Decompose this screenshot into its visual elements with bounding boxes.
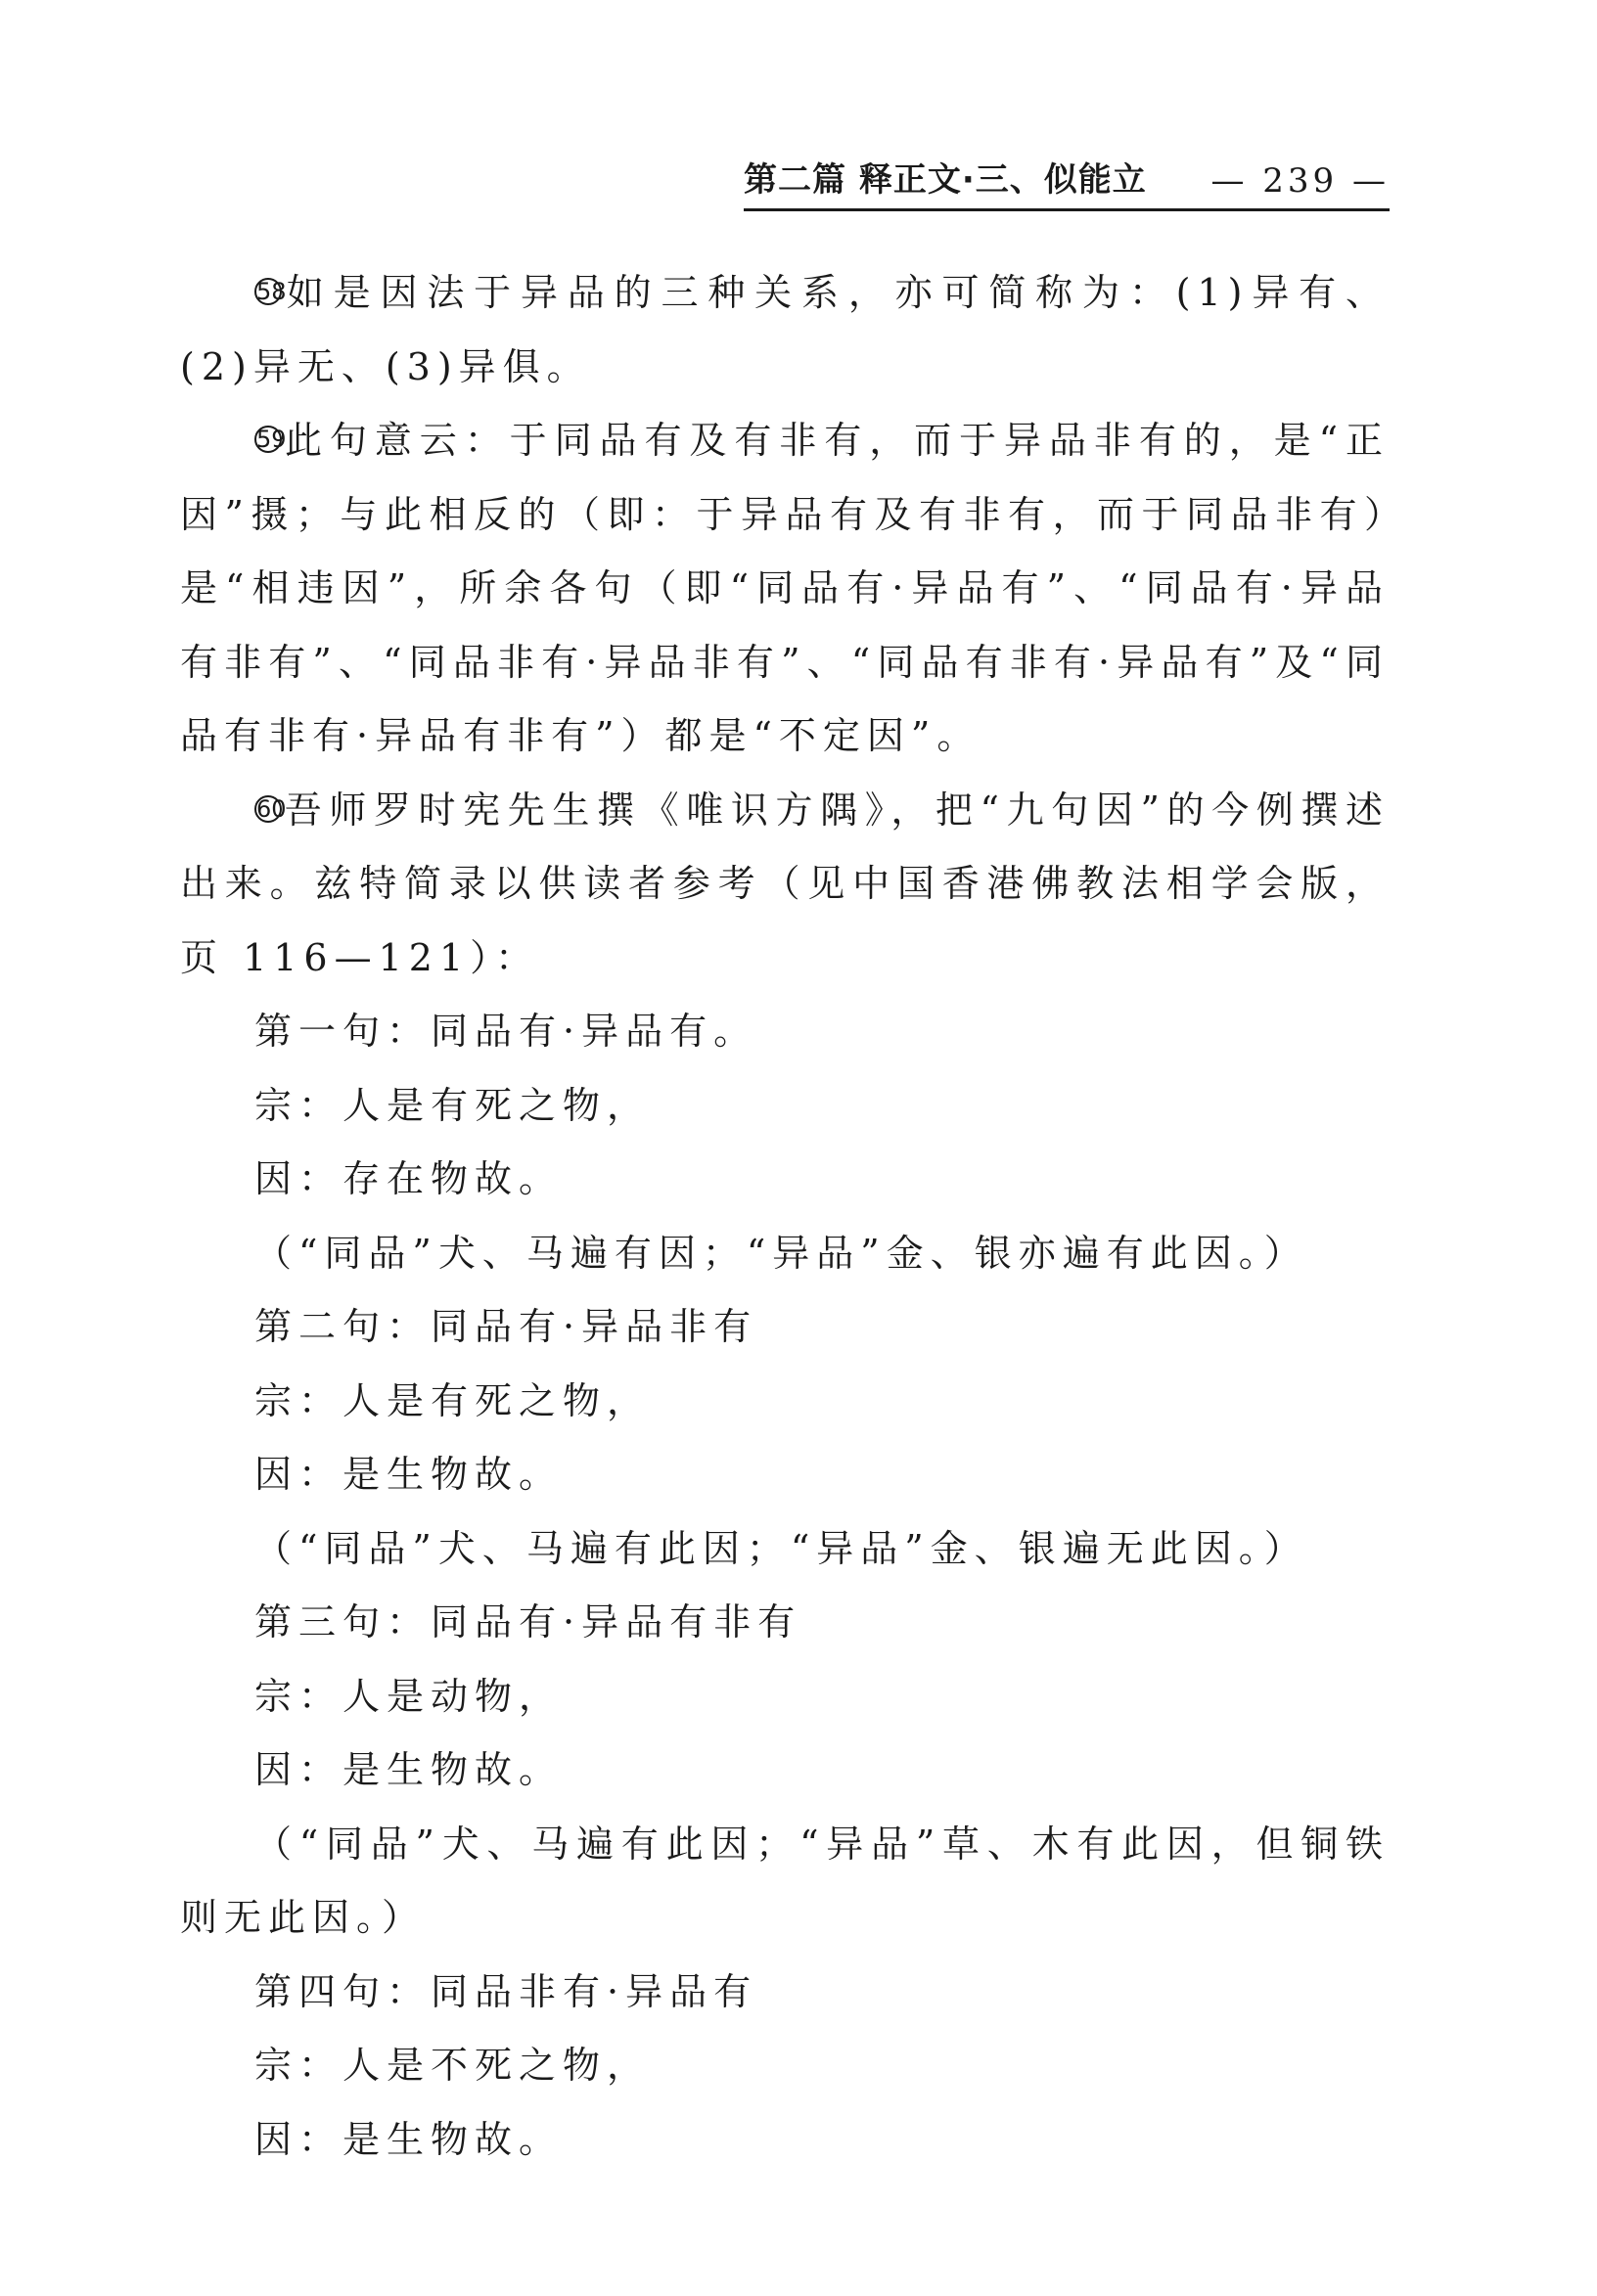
note-59-text: 此句意云：于同品有及有非有，而于异品非有的，是“正因”摄；与此相反的（即：于异品有及有非有，而于同品非有）是“相违因”，所余各句（即“同品有·异品有”、“同品有·异品有非有”、“同品非有·异品非有”、“同品有非有·异品有”及“同品有非有·异品有非有”）都是“不定因”。 <box>180 419 1390 757</box>
example-3-thesis: 宗：人是动物， <box>254 1674 564 1718</box>
example-3-reason: 因：是生物故。 <box>254 1748 564 1791</box>
example-2-remark: （“同品”犬、马遍有此因；“异品”金、银遍无此因。） <box>254 1526 1308 1570</box>
example-2-reason: 因：是生物故。 <box>254 1453 564 1496</box>
note-number-59: 59 <box>256 426 287 453</box>
note-58-text: 如是因法于异品的三种关系，亦可简称为：(1)异有、(2)异无、(3)异俱。 <box>180 271 1390 388</box>
running-header <box>744 157 1390 211</box>
example-3-remark: （“同品”犬、马遍有此因；“异品”草、木有此因，但铜铁则无此因。） <box>180 1822 1390 1939</box>
example-1-thesis: 宗：人是有死之物， <box>254 1083 652 1127</box>
example-2-heading: 第二句：同品有·异品非有 <box>254 1305 758 1348</box>
page-number: — 239 — <box>1210 161 1390 201</box>
note-59 <box>180 404 1390 774</box>
example-1-remark: （“同品”犬、马遍有因；“异品”金、银亦遍有此因。） <box>254 1231 1308 1275</box>
note-60-text: 吾师罗时宪先生撰《唯识方隅》，把“九句因”的今例撰述出来。兹特简录以供读者参考（见中国香港佛教法相学会版，页 116—121）： <box>180 788 1390 979</box>
note-number-60: 60 <box>256 794 287 823</box>
example-3-heading: 第三句：同品有·异品有非有 <box>254 1600 802 1643</box>
example-4-reason: 因：是生物故。 <box>254 2117 564 2161</box>
example-2-thesis: 宗：人是有死之物， <box>254 1378 652 1422</box>
running-header-title: 第二篇 释正文·三、似能立 <box>744 160 1147 200</box>
example-4-thesis: 宗：人是不死之物， <box>254 2044 652 2087</box>
body-text <box>180 256 1390 2177</box>
note-60 <box>180 774 1390 996</box>
note-number-58: 58 <box>256 278 287 305</box>
note-58 <box>180 256 1390 404</box>
example-1-heading: 第一句：同品有·异品有。 <box>254 1010 758 1053</box>
example-4-heading: 第四句：同品非有·异品有 <box>254 1969 758 2013</box>
example-1-reason: 因：存在物故。 <box>254 1157 564 1200</box>
